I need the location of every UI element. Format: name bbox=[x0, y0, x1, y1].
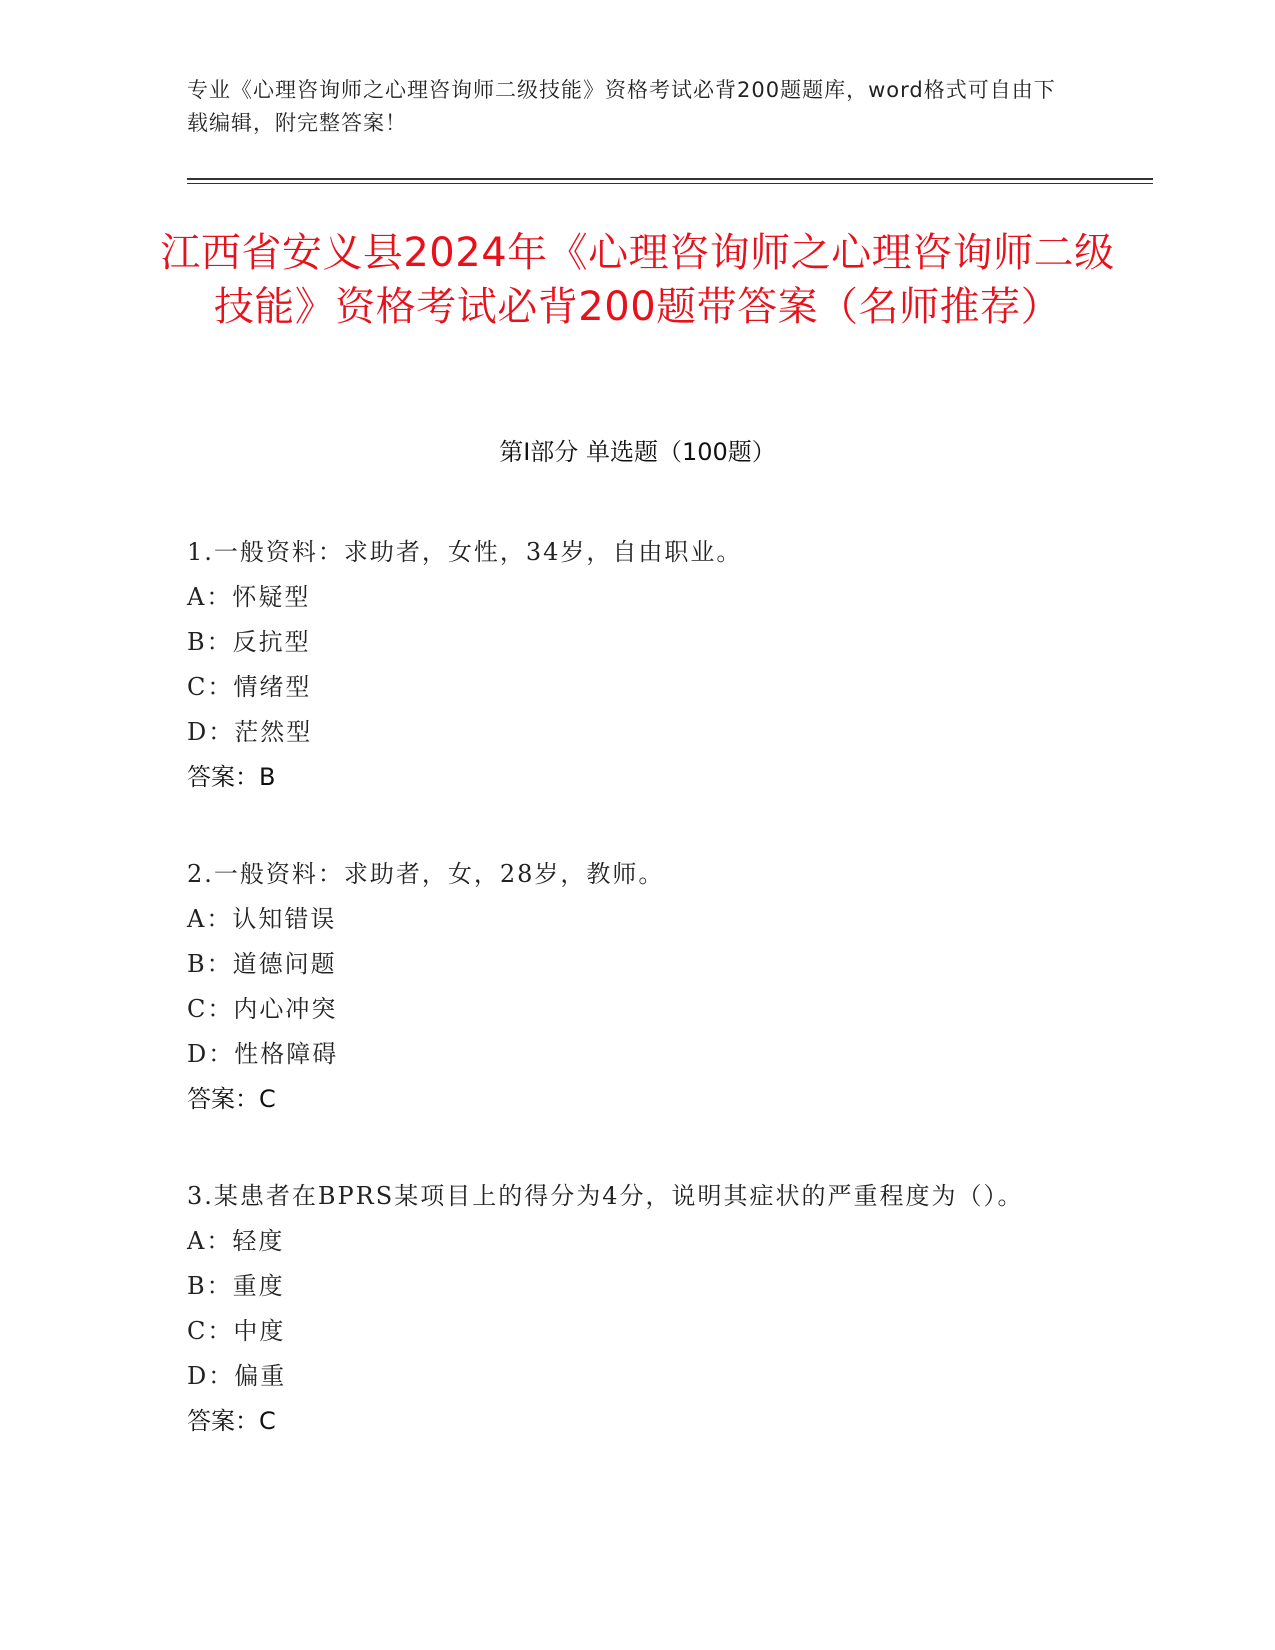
question-stem: 2.一般资料：求助者，女，28岁，教师。 bbox=[187, 860, 665, 888]
option-b: B：重度 bbox=[187, 1272, 285, 1300]
answer-line: 答案：C bbox=[187, 1085, 276, 1113]
option-a: A：轻度 bbox=[187, 1227, 285, 1255]
header-divider-thick bbox=[187, 178, 1153, 180]
option-c: C：情绪型 bbox=[187, 673, 312, 701]
section-title: 第Ⅰ部分 单选题（100题） bbox=[499, 438, 776, 466]
header-note: 专业《心理咨询师之心理咨询师二级技能》资格考试必背200题题库，word格式可自由下载编辑，附完整答案！ bbox=[187, 78, 1056, 135]
option-a: A：怀疑型 bbox=[187, 583, 311, 611]
question-item bbox=[187, 530, 1067, 800]
option-d: D：偏重 bbox=[187, 1362, 287, 1390]
question-stem: 1.一般资料：求助者，女性，34岁，自由职业。 bbox=[187, 538, 743, 566]
option-d: D：茫然型 bbox=[187, 718, 313, 746]
option-a: A：认知错误 bbox=[187, 905, 337, 933]
option-b: B：反抗型 bbox=[187, 628, 311, 656]
option-c: C：内心冲突 bbox=[187, 995, 338, 1023]
option-b: B：道德问题 bbox=[187, 950, 337, 978]
document-title: 江西省安义县2024年《心理咨询师之心理咨询师二级技能》资格考试必背200题带答案（名师推荐） bbox=[160, 230, 1115, 330]
header-divider-thin bbox=[187, 183, 1153, 184]
question-list bbox=[187, 530, 1067, 1496]
answer-line: 答案：B bbox=[187, 763, 276, 791]
question-item bbox=[187, 852, 1067, 1122]
option-c: C：中度 bbox=[187, 1317, 286, 1345]
question-item bbox=[187, 1174, 1067, 1444]
option-d: D：性格障碍 bbox=[187, 1040, 339, 1068]
answer-line: 答案：C bbox=[187, 1407, 276, 1435]
question-stem: 3.某患者在BPRS某项目上的得分为4分，说明其症状的严重程度为（）。 bbox=[187, 1182, 1024, 1210]
